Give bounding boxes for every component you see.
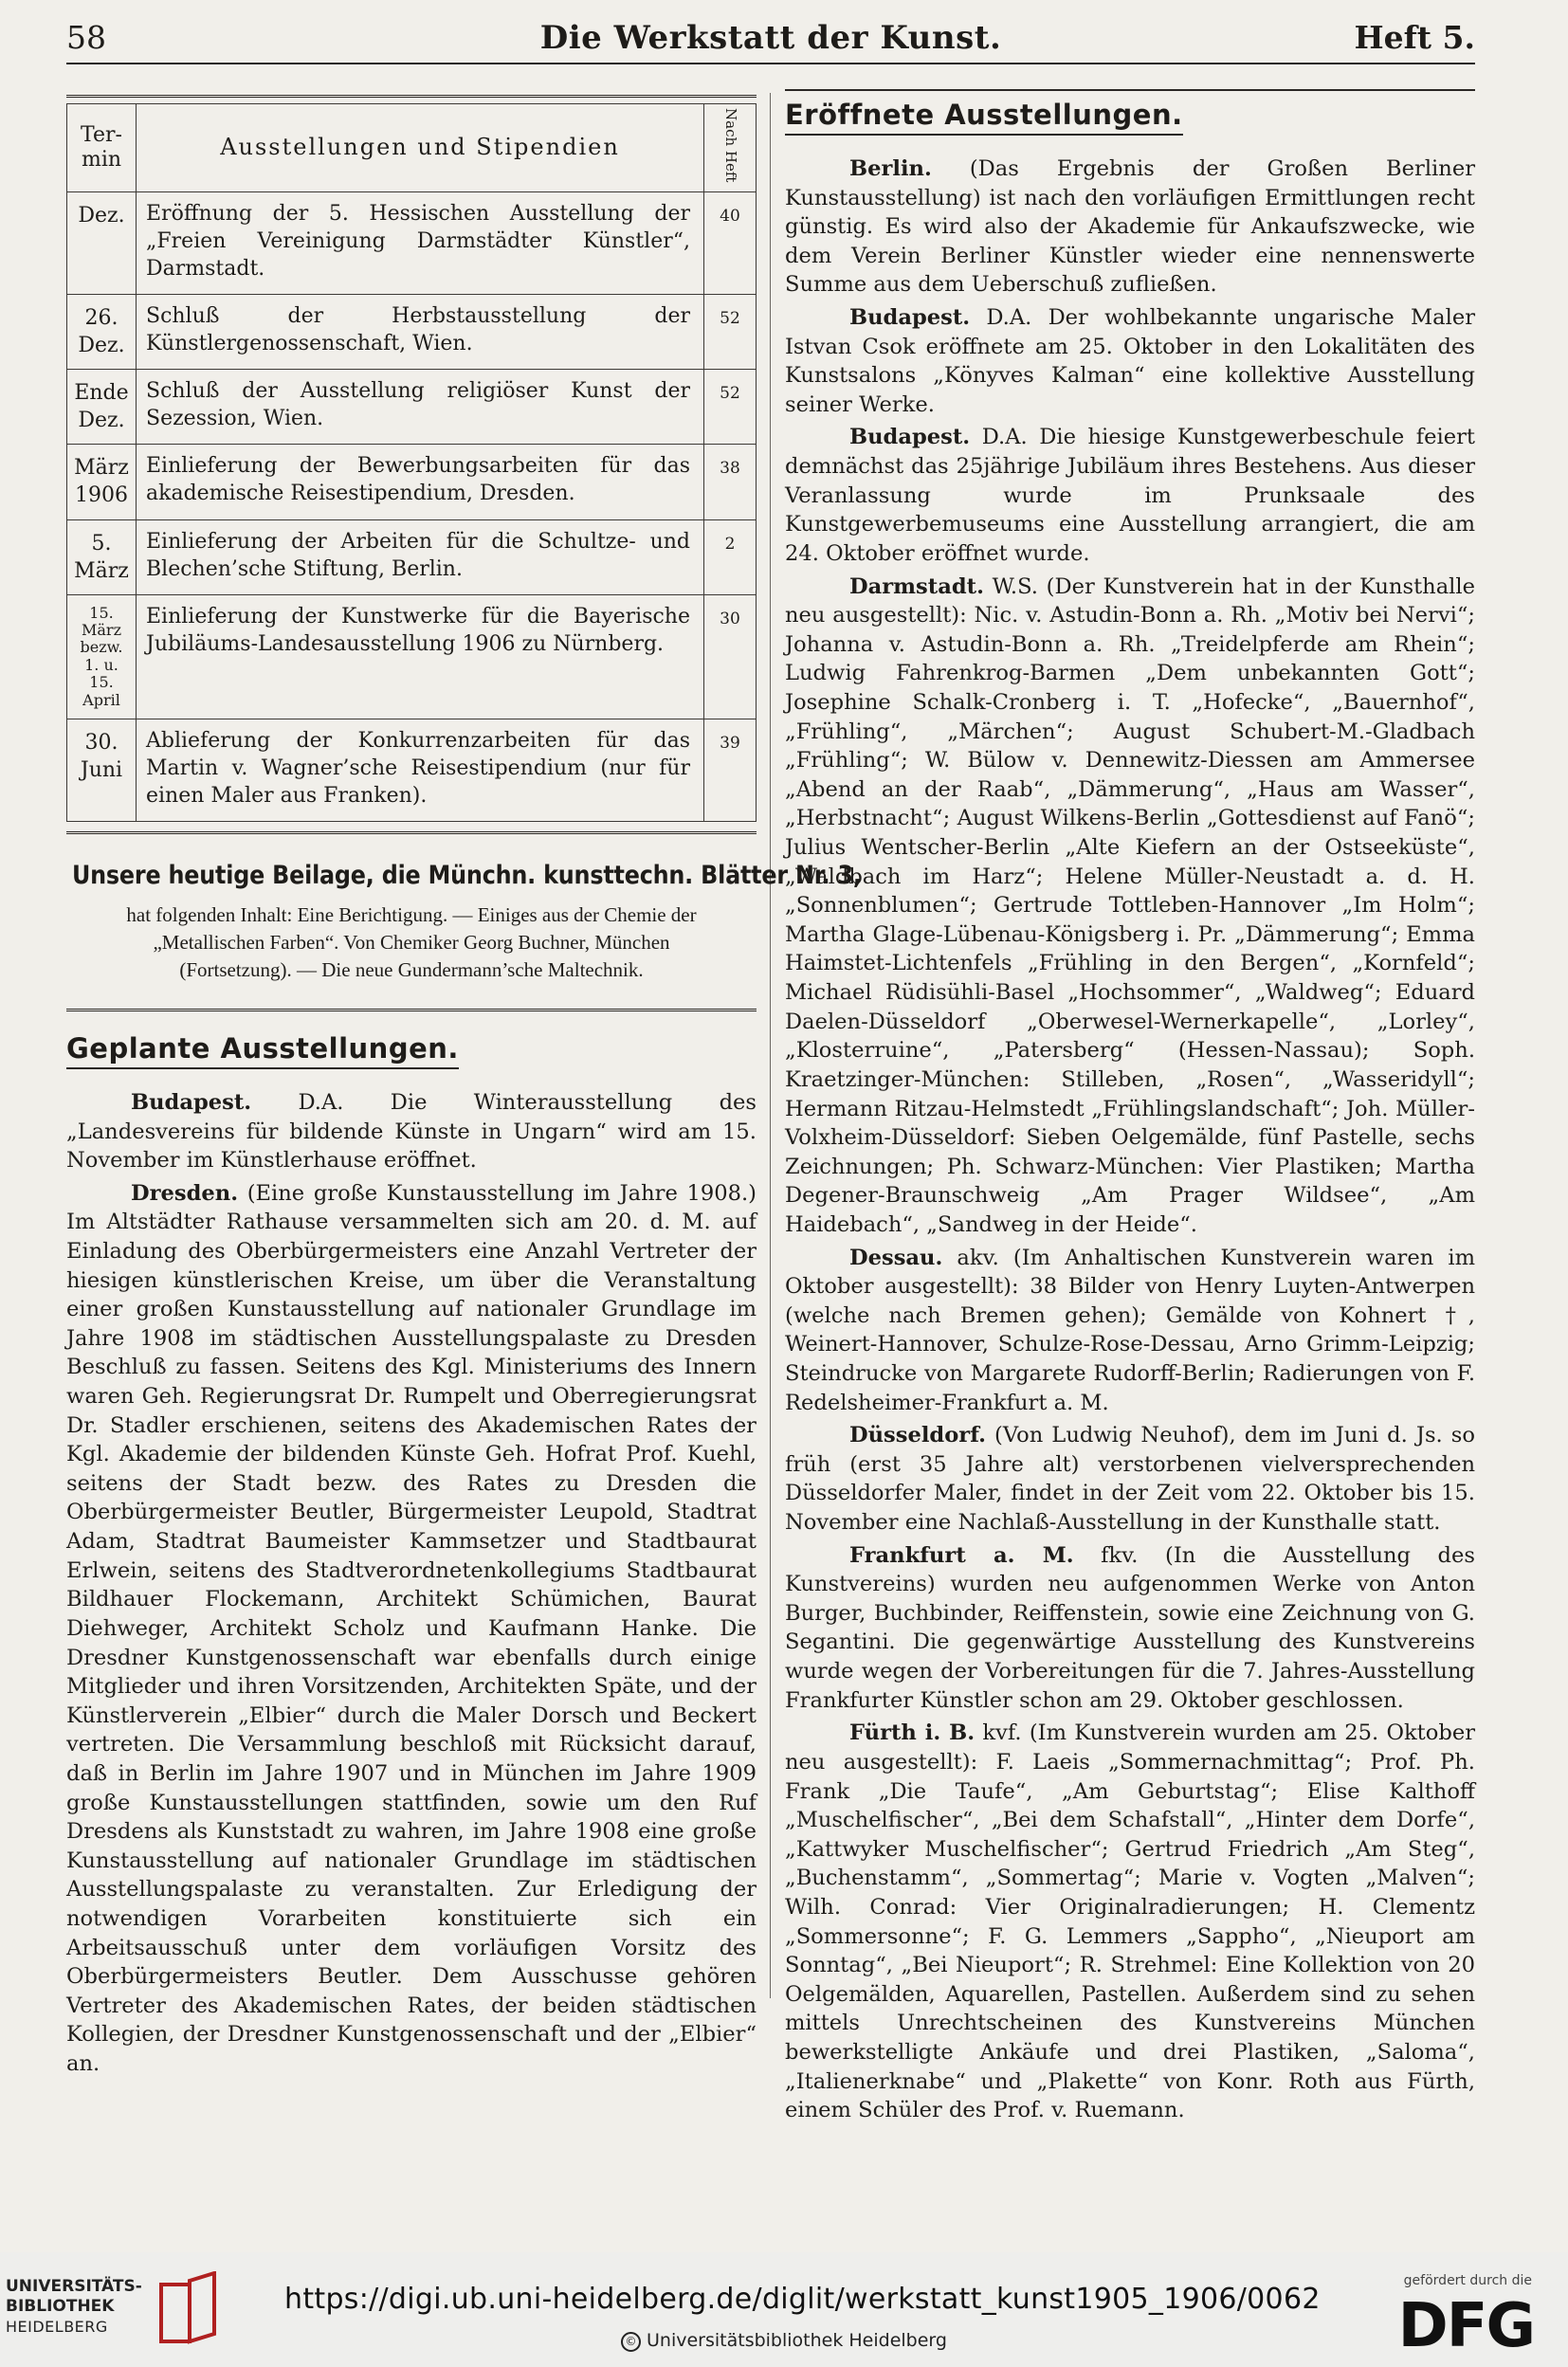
paragraph-text: D.A. Die hiesige Kunstgewerbeschule feiert demnächst das 25jährige Jubiläum ihres Bestehens. Aus dieser Veranlassung wurde im Prunksaale des Kunstgewerbemuseums eine Ausstellung arrangiert, die am 24. Oktober eröffnet wurde. xyxy=(785,425,1475,566)
heft-cell: 40 xyxy=(704,192,757,295)
header-termin: Ter- min xyxy=(67,104,137,192)
paragraph-text: D.A. Der wohlbekannte ungarische Maler Istvan Csok eröffnete am 25. Oktober in den Lokalitäten des Kunstsalons „Könyves Kalman“ eine kollektive Ausstellung seiner Werke. xyxy=(785,305,1475,417)
table-row xyxy=(67,519,757,594)
table-body xyxy=(67,192,757,822)
geplante-section-body xyxy=(66,1088,757,2079)
funding-caption: gefördert durch die xyxy=(1403,2273,1532,2288)
copyright-notice xyxy=(0,2330,1568,2352)
description-cell: Einlieferung der Bewerbungsarbeiten für das akademische Reisestipendium, Dresden. xyxy=(137,445,704,519)
journal-title: Die Werkstatt der Kunst. xyxy=(539,19,1002,57)
viewer-footer xyxy=(0,2252,1568,2367)
copyright-icon: © xyxy=(621,2332,641,2352)
header-ausstellungen: Ausstellungen und Stipendien xyxy=(137,104,704,192)
heft-cell: 38 xyxy=(704,445,757,519)
exhibition-calendar xyxy=(66,95,757,834)
description-cell: Einlieferung der Arbeiten für die Schultze- und Blechen’sche Stiftung, Berlin. xyxy=(137,519,704,594)
news-paragraph xyxy=(785,573,1475,1240)
table-row xyxy=(67,295,757,370)
news-paragraph xyxy=(785,1719,1475,2125)
termin-cell: 30. Juni xyxy=(67,719,137,821)
termin-cell: 26. Dez. xyxy=(67,295,137,370)
heft-cell: 30 xyxy=(704,594,757,719)
termin-cell: 5. März xyxy=(67,519,137,594)
document-url-link[interactable]: https://digi.ub.uni-heidelberg.de/diglit/werkstatt_kunst1905_1906/0062 xyxy=(284,2283,1321,2316)
library-name-line3: HEIDELBERG xyxy=(6,2317,108,2336)
heft-cell: 2 xyxy=(704,519,757,594)
description-cell: Eröffnung der 5. Hessischen Ausstellung der „Freien Vereinigung Darmstädter Künstler“, Darmstadt. xyxy=(137,192,704,295)
paragraph-text: akv. (Im Anhaltischen Kunstverein waren im Oktober ausgestellt): 38 Bilder von Henry Luyten-Antwerpen (welche nach Bremen gehen); Gemälde von Kohnert †, Weinert-Hannover, Schulze-Rose-Dessau, Arno Grimm-Leipzig; Steindrucke von Margarete Rudorff-Berlin; Radierungen von F. Redelsheimer-Frankfurt a. M. xyxy=(785,1245,1475,1415)
table-header-row xyxy=(67,104,757,192)
supplement-contents: hat folgenden Inhalt: Eine Berichtigung. — Einiges aus der Chemie der „Metallischen Farben“. Von Chemiker Georg Buchner, München (Fortsetzung). — Die neue Gundermann’sche Maltechnik. xyxy=(126,903,697,981)
place-name: Dessau. xyxy=(849,1245,943,1270)
paragraph-text: (Von Ludwig Neuhof), dem im Juni d. Js. so früh (erst 35 Jahre alt) verstorbenen vielversprechenden Düsseldorfer Maler, findet in der Zeit vom 22. Oktober bis 15. November eine Nachlaß-Ausstellung in der Kunsthalle statt. xyxy=(785,1423,1475,1536)
termin-cell: März 1906 xyxy=(67,445,137,519)
library-name-line1: UNIVERSITÄTS- xyxy=(6,2277,142,2296)
table-row xyxy=(67,594,757,719)
termin-cell: 15. März bezw. 1. u. 15. April xyxy=(67,594,137,719)
place-name: Dresden. xyxy=(131,1180,239,1206)
paragraph-text: kvf. (Im Kunstverein wurden am 25. Oktober neu ausgestellt): F. Laeis „Sommernachmittag“; Prof. Ph. Frank „Die Taufe“, „Am Geburtstag“; Elise Kalthoff „Muschelfischer“, „Bei dem Schafstall“, „Hinter dem Dorfe“, „Kattwyker Muschelfischer“; Gertrud Friedrich „Am Steg“, „Buchenstamm“, „Sommertag“; Marie v. Vogten „Malven“; Wilh. Conrad: Vier Originalradierungen; H. Clementz „Sommersonne“; F. G. Lemmers „Sappho“, „Nieuport am Sonntag“, „Bei Nieuport“; R. Strehmel: Eine Kollektion von 20 Oelgemälden, Aquarellen, Pastellen. Außerdem sind zu sehen mittels Unrechtscheinen des Kunstvereins München bewerkstelligte Ankäufe und drei Plastiken, „Saloma“, „Italienerknabe“ und „Plakette“ von Konr. Roth aus Fürth, einem Schüler des Prof. v. Ruemann. xyxy=(785,1721,1475,2123)
news-paragraph xyxy=(785,155,1475,300)
news-paragraph xyxy=(785,303,1475,419)
paragraph-text: (Eine große Kunstausstellung im Jahre 1908.) Im Altstädter Rathause versammelten sich am 20. d. M. auf Einladung des Oberbürgermeisters eine Anzahl Vertreter der hiesigen künstlerischen Kreise, um über die Veranstaltung einer großen Kunstausstellung auf nationaler Grundlage im Jahre 1908 im städtischen Ausstellungspalaste zu Dresden Beschluß zu fassen. Seitens des Kgl. Ministeriums des Innern waren Geh. Regierungsrat Dr. Rumpelt und Oberregierungsrat Dr. Stadler erschienen, seitens des Akademischen Rates der Kgl. Akademie der bildenden Künste Geh. Hofrat Prof. Kuehl, seitens der Stadt bezw. des Rates zu Dresden die Oberbürgermeister Beutler, Bürgermeister Leupold, Stadtrat Adam, Stadtrat Baumeister Kammsetzer und Stadtbaurat Erlwein, seitens des Stadtverordnetenkollegiums Stadtbaurat Bildhauer Flockemann, Architekt Schümichen, Baurat Diehweger, Architekt Scholz und Kaufmann Hanke. Die Dresdner Kunstgenossenschaft war ebenfalls durch einige Mitglieder und ihren Vorsitzenden, Architekten Späte, und der Künstlerverein „Elbier“ durch die Maler Dorsch und Beckert vertreten. Die Versammlung beschloß mit Rücksicht darauf, daß in Berlin im Jahre 1907 und in München im Jahre 1909 große Kunstausstellungen stattfinden, sowie um den Ruf Dresdens als Kunststadt zu wahren, im Jahre 1908 eine große Kunstausstellung auf nationaler Grundlage im städtischen Ausstellungspalaste zu veranstalten. Zur Erledigung der notwendigen Vorarbeiten konstituierte sich ein Arbeitsausschuß unter dem vorläufigen Vorsitz des Oberbürgermeisters Beutler. Dem Ausschusse gehören Vertreter des Akademischen Rates, der beiden städtischen Kollegien, der Dresdner Kunstgenossenschaft und der „Elbier“ an. xyxy=(66,1180,757,2077)
news-paragraph xyxy=(785,1421,1475,1537)
news-paragraph xyxy=(785,423,1475,568)
section-heading-eroeffnete: Eröffnete Ausstellungen. xyxy=(785,99,1183,136)
description-cell: Ablieferung der Konkurrenzarbeiten für das Martin v. Wagner’sche Reisestipendium (nur für einen Maler aus Franken). xyxy=(137,719,704,821)
paragraph-text: (Das Ergebnis der Großen Berliner Kunstausstellung) ist nach den vorläufigen Ermittlungen recht günstig. Es wird also der Akademie für Ankaufszwecke, wie dem Verein Berliner Künstler wieder eine nennenswerte Summe aus dem Ueberschuß zufließen. xyxy=(785,156,1475,298)
termin-cell: Dez. xyxy=(67,192,137,295)
paragraph-text: fkv. (In die Ausstellung des Kunstvereins) wurden neu aufgenommen Werke von Anton Burger, Buchbinder, Reiffenstein, sowie eine Zeichnung von G. Segantini. Die gegenwärtige Ausstellung des Kunstvereins wurde wegen der Vorbereitungen für die 7. Jahres-Ausstellung Frankfurter Künstler schon am 29. Oktober geschlossen. xyxy=(785,1542,1475,1713)
place-name: Frankfurt a. M. xyxy=(849,1542,1074,1568)
page-number: 58 xyxy=(66,19,106,56)
paragraph-text: W.S. (Der Kunstverein hat in der Kunsthalle neu ausgestellt): Nic. v. Astudin-Bonn a. Rh. „Motiv bei Nervi“; Johanna v. Astudin-Bonn a. Rh. „Treidelpferde am Rhein“; Ludwig Fahrenkrog-Barmen „Dem unbekannten Gott“; Josephine Schalk-Cronberg i. T. „Hofecke“, „Bauernhof“, „Frühling“, „Märchen“; August Schubert-M.-Gladbach „Frühling“; W. Bülow v. Dennewitz-Diessen am Ammersee „Abend an der Raab“, „Dämmerung“, „Haus am Wasser“, „Herbstnacht“; August Wilkens-Berlin „Gottesdienst auf Fanö“; Julius Wentscher-Berlin „Alte Kiefern an der Ostseeküste“, „Waldbach im Harz“; Helene Müller-Neustadt a. d. H. „Sonnenblumen“; Gertrude Tottleben-Hannover „Im Holm“; Martha Glage-Lübenau-Königsberg i. Pr. „Dämmerung“; Emma Haimstet-Lichtenfels „Frühling in den Bergen“, „Kornfeld“; Michael Rüdisühli-Basel „Hochsommer“, „Waldweg“; Eduard Daelen-Düsseldorf „Oberwesel-Wernerkapelle“, „Lorley“, „Klosterruine“, „Patersberg“ (Hessen-Nassau); Soph. Kraetzinger-München: Stilleben, „Rosen“, „Wasseridyll“; Hermann Ritzau-Helmstedt „Frühlingslandschaft“; Joh. Müller-Volxheim-Düsseldorf: Sieben Oelgemälde, fünf Pastelle, sechs Zeichnungen; Ph. Schwarz-München: Vier Plastiken; Martha Degener-Braunschweig „Am Prager Wildsee“, „Am Haidebach“, „Sandweg in der Heide“. xyxy=(785,574,1475,1237)
termin-cell: Ende Dez. xyxy=(67,370,137,445)
left-column xyxy=(66,95,862,2083)
place-name: Budapest. xyxy=(849,425,971,450)
library-name-line2: BIBLIOTHEK xyxy=(6,2297,115,2317)
paragraph-text: D.A. Die Winterausstellung des „Landesvereins für bildende Künste in Ungarn“ wird am 15. November im Künstlerhause eröffnet. xyxy=(66,1089,757,1174)
column-divider xyxy=(770,93,771,1998)
table-row xyxy=(67,192,757,295)
header-nach-heft: Nach Heft xyxy=(704,104,757,192)
place-name: Düsseldorf. xyxy=(849,1423,986,1448)
heft-cell: 39 xyxy=(704,719,757,821)
supplement-title: Unsere heutige Beilage, die Münchn. kunsttechn. Blätter Nr. 3, xyxy=(72,861,862,891)
heft-cell: 52 xyxy=(704,370,757,445)
place-name: Berlin. xyxy=(849,156,932,181)
news-paragraph xyxy=(785,1244,1475,1418)
table-row xyxy=(67,445,757,519)
place-name: Fürth i. B. xyxy=(849,1721,975,1746)
place-name: Darmstadt. xyxy=(849,574,984,599)
heft-cell: 52 xyxy=(704,295,757,370)
place-name: Budapest. xyxy=(131,1089,252,1115)
description-cell: Einlieferung der Kunstwerke für die Bayerische Jubiläums-Landesausstellung 1906 zu Nürnberg. xyxy=(137,594,704,719)
table-row xyxy=(67,719,757,821)
header-rule xyxy=(66,63,1475,64)
table-row xyxy=(67,370,757,445)
news-paragraph xyxy=(66,1088,757,1175)
library-logo[interactable] xyxy=(6,2277,142,2337)
description-cell: Schluß der Herbstausstellung der Künstlergenossenschaft, Wien. xyxy=(137,295,704,370)
description-cell: Schluß der Ausstellung religiöser Kunst der Sezession, Wien. xyxy=(137,370,704,445)
right-column xyxy=(785,95,1475,2129)
exhibition-table xyxy=(66,103,757,822)
page-header xyxy=(66,13,1475,61)
dfg-logo[interactable]: DFG xyxy=(1397,2291,1534,2361)
place-name: Budapest. xyxy=(849,305,971,331)
news-paragraph xyxy=(66,1179,757,2079)
news-paragraph xyxy=(785,1541,1475,1716)
section-heading-geplante: Geplante Ausstellungen. xyxy=(66,1032,459,1069)
copyright-text: Universitätsbibliothek Heidelberg xyxy=(647,2330,947,2351)
eroeffnete-section-body xyxy=(785,155,1475,2125)
issue-number: Heft 5. xyxy=(1354,19,1475,56)
